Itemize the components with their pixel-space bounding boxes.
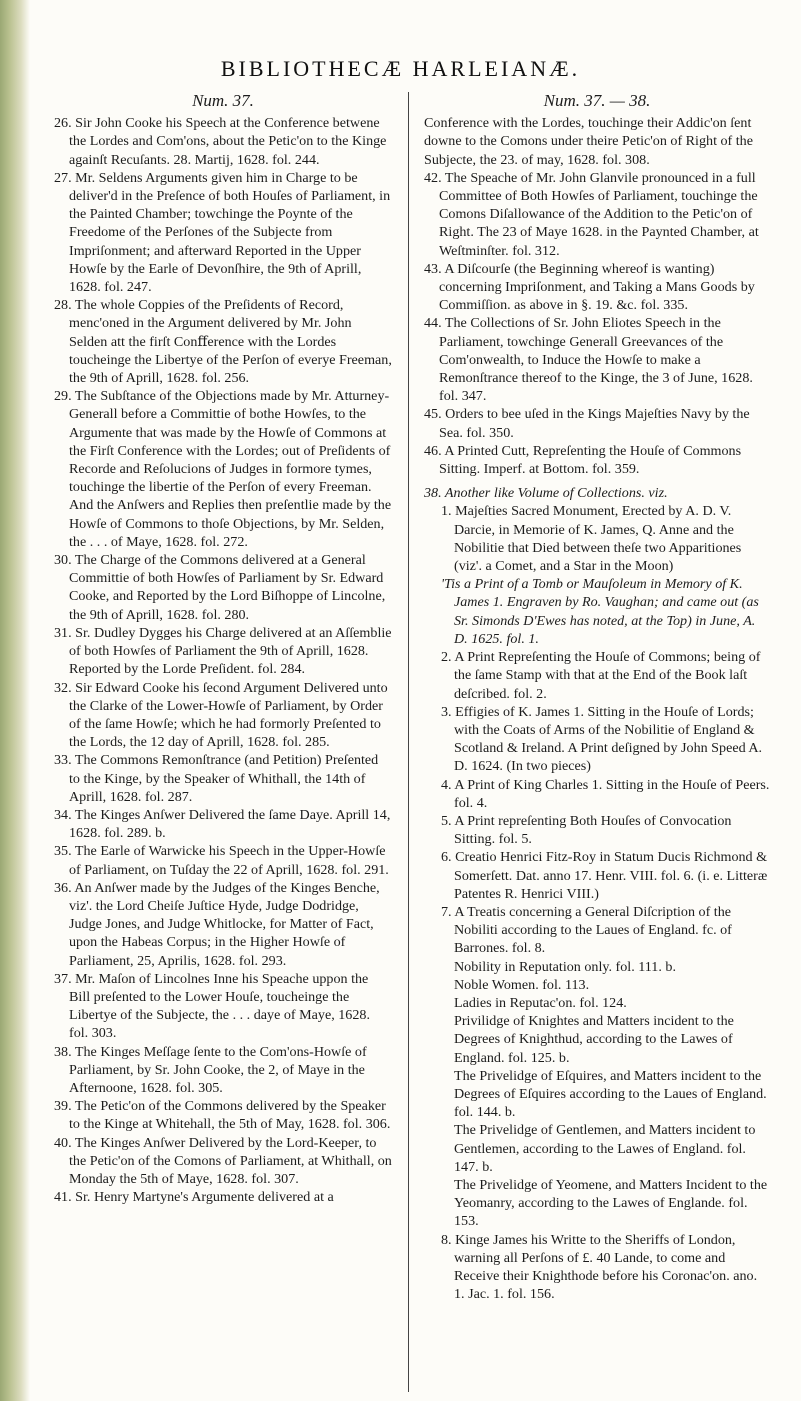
- catalog-entry-43: 43. A Diſcourſe (the Beginning whereof is wanting) concerning Impriſonment, and Taking a Mans Goods by Commiſſion. as above in §. 19. &c. fol. 335.: [424, 260, 755, 314]
- catalog-entry-37: 37. Mr. Maſon of Lincolnes Inne his Speache uppon the Bill preſented to the Lower Houſe, toucheinge the Libertye of the Subjecte, the . . . daye of Maye, 1628. fol. 303.: [54, 970, 370, 1042]
- item-7-section-nobility: Nobility in Reputation only. fol. 111. b.: [454, 958, 676, 975]
- catalog-entry-44: 44. The Collections of Sr. John Eliotes Speech in the Parliament, towchinge Generall Greevances of the Com'onwealth, to Induce the Howſe to make a Remonſtrance thereof to the Kinge, the 3 of June, 1628. fol. 347.: [424, 315, 753, 405]
- catalog-entry-33: 33. The Commons Remonſtrance (and Petition) Preſented to the Kinge, by the Speaker of Whithall, the 14th of Aprill, 1628. fol. 287.: [54, 752, 379, 805]
- page-gutter-shadow: [0, 0, 30, 1401]
- catalog-entry-30: 30. The Charge of the Commons delivered at a General Committie of both Howſes of Parliament by Sr. Edward Cooke, and Reported by the Lord Biſhoppe of Lincolne, the 9th of Aprill, 1628. fol. 280.: [54, 552, 386, 623]
- left-number-heading: Num. 37.: [192, 91, 254, 110]
- catalog-entry-46: 46. A Printed Cutt, Repreſenting the Houſe of Commons Sitting. Imperf. at Bottom. fol. 359.: [424, 442, 742, 478]
- item-7-section-gentlemen: The Privelidge of Gentlemen, and Matters incident to Gentlemen, according to the Lawes of England. fol. 147. b.: [454, 1122, 756, 1175]
- item-7-section-noble-women: Noble Women. fol. 113.: [454, 976, 590, 993]
- right-number-heading: Num. 37. — 38.: [543, 91, 651, 110]
- catalog-entry-45: 45. Orders to bee uſed in the Kings Majeſties Navy by the Sea. fol. 350.: [424, 406, 750, 441]
- volume-38-heading: 38. Another like Volume of Collections. viz.: [424, 485, 668, 502]
- right-column: [424, 92, 770, 1303]
- volume-38-item-2: 2. A Print Repreſenting the Houſe of Commons; being of the ſame Stamp with that at the End of the Book laſt deſcribed. fol. 2.: [441, 649, 761, 702]
- column-divider: [408, 92, 409, 1392]
- catalog-entry-34: 34. The Kinges Anſwer Delivered the ſame Daye. Aprill 14, 1628. fol. 289. b.: [54, 806, 391, 842]
- item-7-section-knights: Privilidge of Knightes and Matters incident to the Degrees of Knighthud, according to the Lawes of England. fol. 125. b.: [454, 1013, 734, 1066]
- volume-38-item-4: 4. A Print of King Charles 1. Sitting in the Houſe of Peers. fol. 4.: [441, 776, 770, 811]
- item-7-section-yeomen: The Privelidge of Yeomene, and Matters Incident to the Yeomanry, according to the Lawes of Englande. fol. 153.: [454, 1176, 768, 1230]
- volume-38-item-5: 5. A Print repreſenting Both Houſes of Convocation Sitting. fol. 5.: [441, 812, 732, 848]
- catalog-entry-36: 36. An Anſwer made by the Judges of the Kinges Benche, viz'. the Lord Cheiſe Juſtice Hyde, Judge Dodridge, Judge Jones, and Judge Whitlocke, for Matter of Fact, upon the Habeas Corpus; in the Higher Howſe of Parliament, 25, Aprilis, 1628. fol. 293.: [54, 879, 380, 969]
- volume-38-item-1: 1. Majeſties Sacred Monument, Erected by A. D. V. Darcie, in Memorie of K. James, Q. Anne and the Nobilitie that Died between theſe two Apparitiones (viz'. a Comet, and a Star in the Moon): [441, 503, 742, 575]
- catalog-entry-41: 41. Sr. Henry Martyne's Argumente delivered at a: [54, 1189, 334, 1206]
- catalog-entry-40: 40. The Kinges Anſwer Delivered by the Lord-Keeper, to the Petic'on of the Comons of Parliament, at Whithall, on Monday the 5th of Maye, 1628. fol. 307.: [54, 1134, 392, 1187]
- volume-38-item-1-note: 'Tis a Print of a Tomb or Mauſoleum in Memory of K. James 1. Engraven by Ro. Vaughan; and came out (as Sr. Simonds D'Ewes has noted, at the Top) in June, A. D. 1625. fol. 1.: [441, 576, 759, 647]
- item-7-section-ladies: Ladies in Reputac'on. fol. 124.: [454, 994, 627, 1011]
- item-7-section-esquires: The Privelidge of Eſquires, and Matters incident to the Degrees of Eſquires according to the Laues of England. fol. 144. b.: [454, 1067, 767, 1121]
- catalog-entry-27: 27. Mr. Seldens Arguments given him in Charge to be deliver'd in the Preſence of both Houſes of Parliament, in the Painted Chamber; towchinge the Poynte of the Freedome of the Perſones of the Subjecte from Impriſonment; and afterward Reported in the Upper Howſe by the Earle of Devonſhire, the 9th of Aprill, 1628. fol. 247.: [54, 169, 391, 296]
- left-column: [54, 92, 392, 1206]
- catalog-entry-29: 29. The Subſtance of the Objections made by Mr. Atturney-Generall before a Committie of bothe Howſes, to the Argumente that was made by the Howſe of Commons at the Firſt Conference with the Lordes; out of Preſidents of Recorde and Reſolucions of Judges in formore tymes, touchinge the libertie of the Perſon of every Freeman. And the Anſwers and Replies then preſentlie made by the Howſe of Commons to thoſe Objections, by Mr. Selden, the . . . of Maye, 1628. fol. 272.: [54, 388, 392, 550]
- catalog-entry-42: 42. The Speache of Mr. John Glanvile pronounced in a full Committee of Both Howſes of Parliament, touchinge the Comons Diſallowance of the Addition to the Petic'on of Right. The 23 of Maye 1628. in the Paynted Chamber, at Weſtminſter. fol. 312.: [424, 169, 759, 259]
- volume-38-item-6: 6. Creatio Henrici Fitz-Roy in Statum Ducis Richmond & Somerſett. Dat. anno 17. Henr. VIII. fol. 6. (i. e. Litteræ Patentes R. Henrici VIII.): [441, 849, 768, 902]
- catalog-entry-26: 26. Sir John Cooke his Speech at the Conference betwene the Lordes and Com'ons, about the Petic'on to the Kinge againſt Recuſants. 28. Martij, 1628. fol. 244.: [54, 115, 387, 168]
- catalog-entry-38: 38. The Kinges Meſſage ſente to the Com'ons-Howſe of Parliament, by Sr. John Cooke, the 2, of Maye in the Afternoone, 1628. fol. 305.: [54, 1043, 367, 1096]
- catalog-entry-32: 32. Sir Edward Cooke his ſecond Argument Delivered unto the Clarke of the Lower-Howſe of Parliament, by Order of the ſame Howſe; which he had formorly Preſented to the Lords, the 12 day of Aprill, 1628. fol. 285.: [54, 679, 388, 751]
- page-header: BIBLIOTHECÆ HARLEIANÆ.: [220, 56, 581, 81]
- catalog-entry-35: 35. The Earle of Warwicke his Speech in the Upper-Howſe of Parliament, on Tuſday the 22 of Aprill, 1628. fol. 291.: [54, 843, 389, 878]
- volume-38-item-7: 7. A Treatis concerning a General Diſcription of the Nobiliti according to the Laues of England. fc. of Barrones. fol. 8.: [441, 903, 732, 957]
- catalog-entry-31: 31. Sr. Dudley Dygges his Charge delivered at an Aſſemblie of both Howſes of Parliament the 9th of Aprill, 1628. Reported by the Lorde Preſident. fol. 284.: [54, 624, 392, 678]
- catalog-entry-28: 28. The whole Coppies of the Preſidents of Record, menc'oned in the Argument delivered by Mr. John Selden att the firſt Conﬀerence with the Lordes toucheinge the Libertye of the Perſon of everye Freeman, the 9th of Aprill, 1628. fol. 256.: [54, 297, 392, 387]
- volume-38-item-3: 3. Effigies of K. James 1. Sitting in the Houſe of Lords; with the Coats of Arms of the Nobilitie of England & Scotland & Ireland. A Print deſigned by John Speed A. D. 1624. (In two pieces): [441, 703, 763, 775]
- volume-38-item-8: 8. Kinge James his Writte to the Sheriffs of London, warning all Perſons of £. 40 Lande, to come and Receive their Knighthode before his Coronac'on. ano. 1. Jac. 1. fol. 156.: [441, 1231, 758, 1303]
- catalog-entry-39: 39. The Petic'on of the Commons delivered by the Speaker to the Kinge at Whitehall, the 5th of May, 1628. fol. 306.: [54, 1098, 391, 1133]
- entry-41-continuation: Conference with the Lordes, touchinge their Addic'on ſent downe to the Comons under theire Petic'on of Right of the Subjecte, the 23. of may, 1628. fol. 308.: [424, 115, 753, 168]
